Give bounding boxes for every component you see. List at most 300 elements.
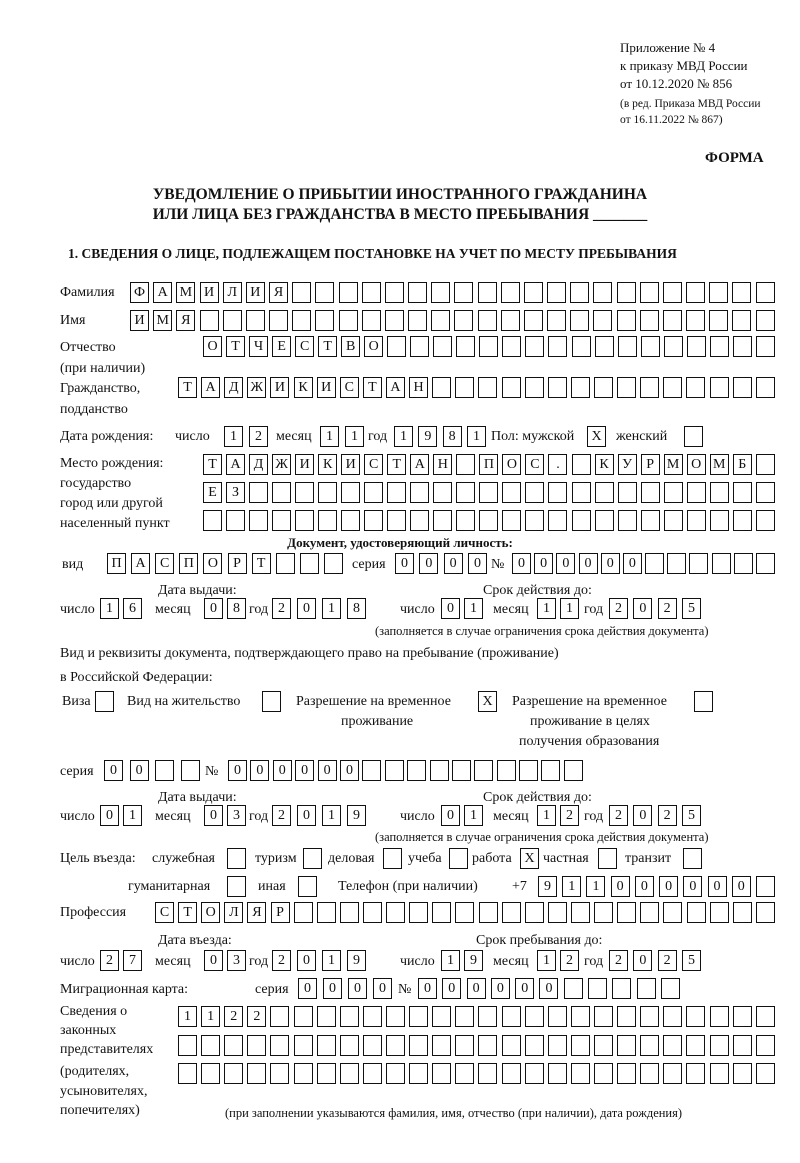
purpose-private-checkbox[interactable] — [598, 848, 617, 869]
char-box[interactable]: 0 — [295, 760, 314, 781]
char-box[interactable] — [686, 1063, 705, 1084]
char-box[interactable]: М — [153, 310, 172, 331]
char-box[interactable]: 0 — [442, 978, 461, 999]
char-box[interactable] — [386, 1063, 405, 1084]
char-box[interactable]: 1 — [322, 950, 341, 971]
char-box[interactable] — [572, 510, 591, 531]
char-box[interactable] — [617, 1006, 636, 1027]
char-box[interactable] — [617, 310, 636, 331]
char-box[interactable]: К — [294, 377, 313, 398]
char-box[interactable]: 0 — [250, 760, 269, 781]
char-box[interactable] — [640, 902, 659, 923]
char-box[interactable] — [572, 336, 591, 357]
char-box[interactable] — [383, 848, 402, 869]
char-box[interactable] — [95, 691, 114, 712]
char-box[interactable]: 2 — [272, 598, 291, 619]
char-box[interactable] — [201, 1035, 220, 1056]
char-box[interactable] — [363, 902, 382, 923]
char-box[interactable] — [341, 510, 360, 531]
char-box[interactable] — [683, 848, 702, 869]
doc-expiry-day[interactable] — [441, 598, 483, 619]
char-box[interactable]: Д — [249, 454, 268, 475]
char-box[interactable]: О — [687, 454, 706, 475]
char-box[interactable] — [410, 482, 429, 503]
char-box[interactable]: 5 — [682, 805, 701, 826]
char-box[interactable]: 1 — [322, 805, 341, 826]
char-box[interactable] — [362, 310, 381, 331]
char-box[interactable] — [223, 310, 242, 331]
char-box[interactable]: 2 — [609, 805, 628, 826]
birthplace-row-3[interactable] — [203, 510, 775, 531]
char-box[interactable]: 2 — [658, 805, 677, 826]
char-box[interactable]: 0 — [130, 760, 149, 781]
char-box[interactable]: 0 — [579, 553, 598, 574]
residence-issue-day[interactable] — [100, 805, 142, 826]
char-box[interactable] — [686, 377, 705, 398]
char-box[interactable] — [502, 377, 521, 398]
char-box[interactable]: Р — [228, 553, 247, 574]
char-box[interactable] — [756, 1063, 775, 1084]
char-box[interactable] — [618, 510, 637, 531]
char-box[interactable] — [272, 482, 291, 503]
representatives-row-3[interactable] — [178, 1063, 775, 1084]
char-box[interactable]: П — [179, 553, 198, 574]
char-box[interactable] — [478, 282, 497, 303]
char-box[interactable] — [687, 482, 706, 503]
char-box[interactable]: Я — [176, 310, 195, 331]
char-box[interactable] — [317, 902, 336, 923]
char-box[interactable]: В — [341, 336, 360, 357]
char-box[interactable] — [663, 377, 682, 398]
char-box[interactable] — [341, 482, 360, 503]
char-box[interactable] — [640, 1006, 659, 1027]
entry-year[interactable] — [272, 950, 366, 971]
doc-expiry-year[interactable] — [609, 598, 701, 619]
char-box[interactable] — [432, 377, 451, 398]
char-box[interactable]: 0 — [395, 553, 414, 574]
char-box[interactable] — [339, 282, 358, 303]
char-box[interactable] — [409, 902, 428, 923]
char-box[interactable]: 0 — [659, 876, 678, 897]
char-box[interactable] — [262, 691, 281, 712]
char-box[interactable]: О — [203, 553, 222, 574]
char-box[interactable]: 9 — [347, 805, 366, 826]
char-box[interactable]: Ф — [130, 282, 149, 303]
char-box[interactable] — [455, 1063, 474, 1084]
char-box[interactable] — [641, 336, 660, 357]
sex-male-checkbox[interactable] — [587, 426, 606, 447]
char-box[interactable]: 5 — [682, 598, 701, 619]
char-box[interactable] — [617, 282, 636, 303]
char-box[interactable] — [249, 482, 268, 503]
char-box[interactable]: 1 — [178, 1006, 197, 1027]
char-box[interactable] — [663, 1063, 682, 1084]
char-box[interactable] — [432, 1035, 451, 1056]
char-box[interactable]: Л — [223, 282, 242, 303]
char-box[interactable]: 1 — [467, 426, 486, 447]
char-box[interactable]: X — [587, 426, 606, 447]
char-box[interactable] — [474, 760, 493, 781]
char-box[interactable]: Т — [178, 902, 197, 923]
representatives-row-2[interactable] — [178, 1035, 775, 1056]
char-box[interactable]: 3 — [227, 950, 246, 971]
char-box[interactable] — [664, 482, 683, 503]
char-box[interactable]: 0 — [297, 598, 316, 619]
char-box[interactable] — [433, 510, 452, 531]
char-box[interactable] — [663, 902, 682, 923]
char-box[interactable] — [501, 282, 520, 303]
char-box[interactable]: 0 — [323, 978, 342, 999]
char-box[interactable] — [594, 1035, 613, 1056]
profession-field[interactable] — [155, 902, 775, 923]
char-box[interactable] — [249, 510, 268, 531]
char-box[interactable]: 1 — [201, 1006, 220, 1027]
char-box[interactable]: Т — [387, 454, 406, 475]
char-box[interactable] — [454, 310, 473, 331]
char-box[interactable] — [661, 978, 680, 999]
char-box[interactable] — [479, 482, 498, 503]
char-box[interactable] — [433, 336, 452, 357]
char-box[interactable] — [548, 1035, 567, 1056]
char-box[interactable]: 1 — [537, 950, 556, 971]
char-box[interactable] — [710, 336, 729, 357]
char-box[interactable] — [364, 510, 383, 531]
char-box[interactable] — [479, 336, 498, 357]
char-box[interactable]: 0 — [633, 805, 652, 826]
char-box[interactable]: 0 — [633, 950, 652, 971]
stay-until-year[interactable] — [609, 950, 701, 971]
char-box[interactable]: 8 — [347, 598, 366, 619]
char-box[interactable] — [571, 377, 590, 398]
char-box[interactable] — [598, 848, 617, 869]
char-box[interactable] — [617, 1035, 636, 1056]
char-box[interactable] — [449, 848, 468, 869]
char-box[interactable] — [455, 1006, 474, 1027]
char-box[interactable] — [548, 377, 567, 398]
char-box[interactable]: С — [364, 454, 383, 475]
char-box[interactable] — [641, 510, 660, 531]
char-box[interactable] — [410, 510, 429, 531]
char-box[interactable] — [618, 482, 637, 503]
char-box[interactable] — [363, 1035, 382, 1056]
char-box[interactable]: 8 — [227, 598, 246, 619]
char-box[interactable]: И — [246, 282, 265, 303]
char-box[interactable] — [155, 760, 174, 781]
char-box[interactable]: П — [479, 454, 498, 475]
char-box[interactable]: 0 — [104, 760, 123, 781]
birth-year-field[interactable] — [394, 426, 486, 447]
char-box[interactable] — [618, 336, 637, 357]
char-box[interactable] — [430, 760, 449, 781]
char-box[interactable] — [732, 310, 751, 331]
char-box[interactable] — [432, 1006, 451, 1027]
char-box[interactable] — [224, 1035, 243, 1056]
char-box[interactable]: 0 — [611, 876, 630, 897]
char-box[interactable] — [756, 1035, 775, 1056]
char-box[interactable]: Р — [641, 454, 660, 475]
char-box[interactable]: 0 — [204, 950, 223, 971]
char-box[interactable] — [594, 377, 613, 398]
char-box[interactable]: И — [270, 377, 289, 398]
char-box[interactable]: Я — [247, 902, 266, 923]
purpose-work-checkbox[interactable] — [520, 848, 539, 869]
char-box[interactable]: . — [548, 454, 567, 475]
char-box[interactable]: 1 — [123, 805, 142, 826]
char-box[interactable] — [502, 1006, 521, 1027]
char-box[interactable] — [564, 760, 583, 781]
purpose-study-checkbox[interactable] — [449, 848, 468, 869]
char-box[interactable]: 1 — [464, 805, 483, 826]
representatives-row-1[interactable] — [178, 1006, 775, 1027]
char-box[interactable] — [502, 1035, 521, 1056]
char-box[interactable] — [386, 902, 405, 923]
char-box[interactable]: 9 — [538, 876, 557, 897]
char-box[interactable]: 0 — [468, 553, 487, 574]
char-box[interactable] — [548, 1006, 567, 1027]
char-box[interactable] — [246, 310, 265, 331]
char-box[interactable] — [709, 310, 728, 331]
char-box[interactable]: И — [317, 377, 336, 398]
char-box[interactable]: Т — [178, 377, 197, 398]
char-box[interactable] — [408, 282, 427, 303]
char-box[interactable] — [594, 902, 613, 923]
char-box[interactable] — [686, 1035, 705, 1056]
char-box[interactable]: О — [502, 454, 521, 475]
char-box[interactable]: Ч — [249, 336, 268, 357]
char-box[interactable] — [294, 1063, 313, 1084]
char-box[interactable]: Б — [733, 454, 752, 475]
char-box[interactable]: И — [341, 454, 360, 475]
char-box[interactable] — [733, 1035, 752, 1056]
char-box[interactable] — [386, 1035, 405, 1056]
char-box[interactable] — [478, 1063, 497, 1084]
char-box[interactable] — [525, 1035, 544, 1056]
char-box[interactable] — [502, 902, 521, 923]
char-box[interactable]: 0 — [441, 805, 460, 826]
char-box[interactable]: С — [340, 377, 359, 398]
char-box[interactable]: 0 — [635, 876, 654, 897]
char-box[interactable] — [270, 1006, 289, 1027]
char-box[interactable] — [433, 482, 452, 503]
char-box[interactable] — [363, 1063, 382, 1084]
char-box[interactable]: С — [525, 454, 544, 475]
char-box[interactable] — [640, 1063, 659, 1084]
char-box[interactable]: 1 — [537, 598, 556, 619]
char-box[interactable]: С — [155, 553, 174, 574]
phone-field[interactable] — [538, 876, 775, 897]
char-box[interactable] — [712, 553, 731, 574]
char-box[interactable]: О — [201, 902, 220, 923]
char-box[interactable] — [548, 336, 567, 357]
char-box[interactable]: Т — [226, 336, 245, 357]
birthplace-row-1[interactable] — [203, 454, 775, 475]
char-box[interactable] — [637, 978, 656, 999]
char-box[interactable] — [317, 1035, 336, 1056]
char-box[interactable] — [300, 553, 319, 574]
char-box[interactable] — [181, 760, 200, 781]
stay-until-day[interactable] — [441, 950, 483, 971]
char-box[interactable] — [432, 1063, 451, 1084]
stay-until-month[interactable] — [537, 950, 579, 971]
char-box[interactable] — [455, 1035, 474, 1056]
char-box[interactable]: С — [295, 336, 314, 357]
char-box[interactable] — [756, 310, 775, 331]
char-box[interactable]: 2 — [224, 1006, 243, 1027]
char-box[interactable] — [612, 978, 631, 999]
char-box[interactable]: 0 — [444, 553, 463, 574]
char-box[interactable] — [710, 1063, 729, 1084]
char-box[interactable] — [733, 902, 752, 923]
char-box[interactable]: 0 — [623, 553, 642, 574]
char-box[interactable]: 1 — [464, 598, 483, 619]
char-box[interactable] — [385, 282, 404, 303]
char-box[interactable] — [270, 1063, 289, 1084]
char-box[interactable] — [694, 691, 713, 712]
residence-issue-month[interactable] — [204, 805, 246, 826]
char-box[interactable] — [733, 510, 752, 531]
char-box[interactable] — [478, 1035, 497, 1056]
char-box[interactable] — [641, 482, 660, 503]
char-box[interactable] — [756, 902, 775, 923]
char-box[interactable]: Н — [433, 454, 452, 475]
char-box[interactable] — [640, 310, 659, 331]
char-box[interactable] — [687, 902, 706, 923]
char-box[interactable] — [318, 510, 337, 531]
char-box[interactable] — [684, 426, 703, 447]
char-box[interactable]: X — [478, 691, 497, 712]
char-box[interactable] — [387, 510, 406, 531]
char-box[interactable]: 0 — [633, 598, 652, 619]
char-box[interactable] — [564, 978, 583, 999]
char-box[interactable]: Т — [318, 336, 337, 357]
char-box[interactable]: 2 — [609, 950, 628, 971]
char-box[interactable] — [645, 553, 664, 574]
char-box[interactable]: 0 — [348, 978, 367, 999]
char-box[interactable]: 9 — [347, 950, 366, 971]
char-box[interactable]: 0 — [418, 978, 437, 999]
char-box[interactable] — [541, 760, 560, 781]
char-box[interactable] — [409, 1063, 428, 1084]
char-box[interactable] — [593, 310, 612, 331]
char-box[interactable] — [640, 282, 659, 303]
char-box[interactable] — [340, 1035, 359, 1056]
char-box[interactable]: М — [664, 454, 683, 475]
char-box[interactable]: Е — [203, 482, 222, 503]
char-box[interactable]: 1 — [224, 426, 243, 447]
char-box[interactable] — [227, 876, 246, 897]
char-box[interactable]: 0 — [373, 978, 392, 999]
char-box[interactable] — [593, 282, 612, 303]
char-box[interactable]: 2 — [247, 1006, 266, 1027]
char-box[interactable]: 2 — [560, 950, 579, 971]
char-box[interactable]: 2 — [100, 950, 119, 971]
char-box[interactable]: 0 — [419, 553, 438, 574]
char-box[interactable]: 0 — [539, 978, 558, 999]
char-box[interactable] — [292, 282, 311, 303]
char-box[interactable] — [386, 1006, 405, 1027]
title-blank[interactable]: _______ — [593, 206, 648, 223]
char-box[interactable]: Т — [363, 377, 382, 398]
char-box[interactable] — [686, 1006, 705, 1027]
char-box[interactable] — [362, 282, 381, 303]
char-box[interactable] — [525, 902, 544, 923]
char-box[interactable] — [456, 510, 475, 531]
char-box[interactable]: А — [153, 282, 172, 303]
char-box[interactable] — [295, 510, 314, 531]
purpose-official-checkbox[interactable] — [227, 848, 246, 869]
char-box[interactable] — [663, 1035, 682, 1056]
doc-series-field[interactable] — [395, 553, 487, 574]
char-box[interactable]: Т — [203, 454, 222, 475]
char-box[interactable] — [478, 377, 497, 398]
char-box[interactable] — [294, 1035, 313, 1056]
char-box[interactable] — [456, 336, 475, 357]
surname-field[interactable] — [130, 282, 775, 303]
char-box[interactable]: 0 — [534, 553, 553, 574]
char-box[interactable]: А — [386, 377, 405, 398]
char-box[interactable] — [387, 482, 406, 503]
entry-month[interactable] — [204, 950, 246, 971]
char-box[interactable]: 0 — [732, 876, 751, 897]
birthplace-row-2[interactable] — [203, 482, 775, 503]
residence-expiry-day[interactable] — [441, 805, 483, 826]
char-box[interactable] — [525, 510, 544, 531]
char-box[interactable] — [203, 510, 222, 531]
char-box[interactable] — [756, 454, 775, 475]
doc-number-field[interactable] — [512, 553, 775, 574]
char-box[interactable]: Т — [252, 553, 271, 574]
doc-type-field[interactable] — [107, 553, 343, 574]
char-box[interactable]: 5 — [682, 950, 701, 971]
char-box[interactable] — [247, 1063, 266, 1084]
char-box[interactable]: 0 — [298, 978, 317, 999]
char-box[interactable]: Д — [224, 377, 243, 398]
char-box[interactable] — [733, 1063, 752, 1084]
char-box[interactable]: 3 — [227, 805, 246, 826]
char-box[interactable] — [324, 553, 343, 574]
char-box[interactable] — [385, 310, 404, 331]
char-box[interactable] — [733, 377, 752, 398]
char-box[interactable]: 2 — [658, 598, 677, 619]
char-box[interactable] — [524, 282, 543, 303]
char-box[interactable] — [502, 336, 521, 357]
char-box[interactable]: 0 — [228, 760, 247, 781]
char-box[interactable]: А — [410, 454, 429, 475]
char-box[interactable] — [710, 902, 729, 923]
char-box[interactable] — [594, 1063, 613, 1084]
char-box[interactable]: А — [201, 377, 220, 398]
char-box[interactable]: 0 — [515, 978, 534, 999]
char-box[interactable] — [588, 978, 607, 999]
char-box[interactable]: К — [318, 454, 337, 475]
char-box[interactable] — [456, 454, 475, 475]
char-box[interactable] — [456, 482, 475, 503]
char-box[interactable] — [525, 336, 544, 357]
char-box[interactable] — [572, 482, 591, 503]
char-box[interactable]: 0 — [297, 950, 316, 971]
char-box[interactable] — [571, 1035, 590, 1056]
char-box[interactable] — [756, 282, 775, 303]
char-box[interactable]: 0 — [100, 805, 119, 826]
char-box[interactable] — [201, 1063, 220, 1084]
char-box[interactable] — [502, 482, 521, 503]
char-box[interactable] — [315, 310, 334, 331]
char-box[interactable] — [572, 454, 591, 475]
char-box[interactable] — [571, 902, 590, 923]
char-box[interactable]: И — [295, 454, 314, 475]
char-box[interactable] — [292, 310, 311, 331]
purpose-business-checkbox[interactable] — [383, 848, 402, 869]
